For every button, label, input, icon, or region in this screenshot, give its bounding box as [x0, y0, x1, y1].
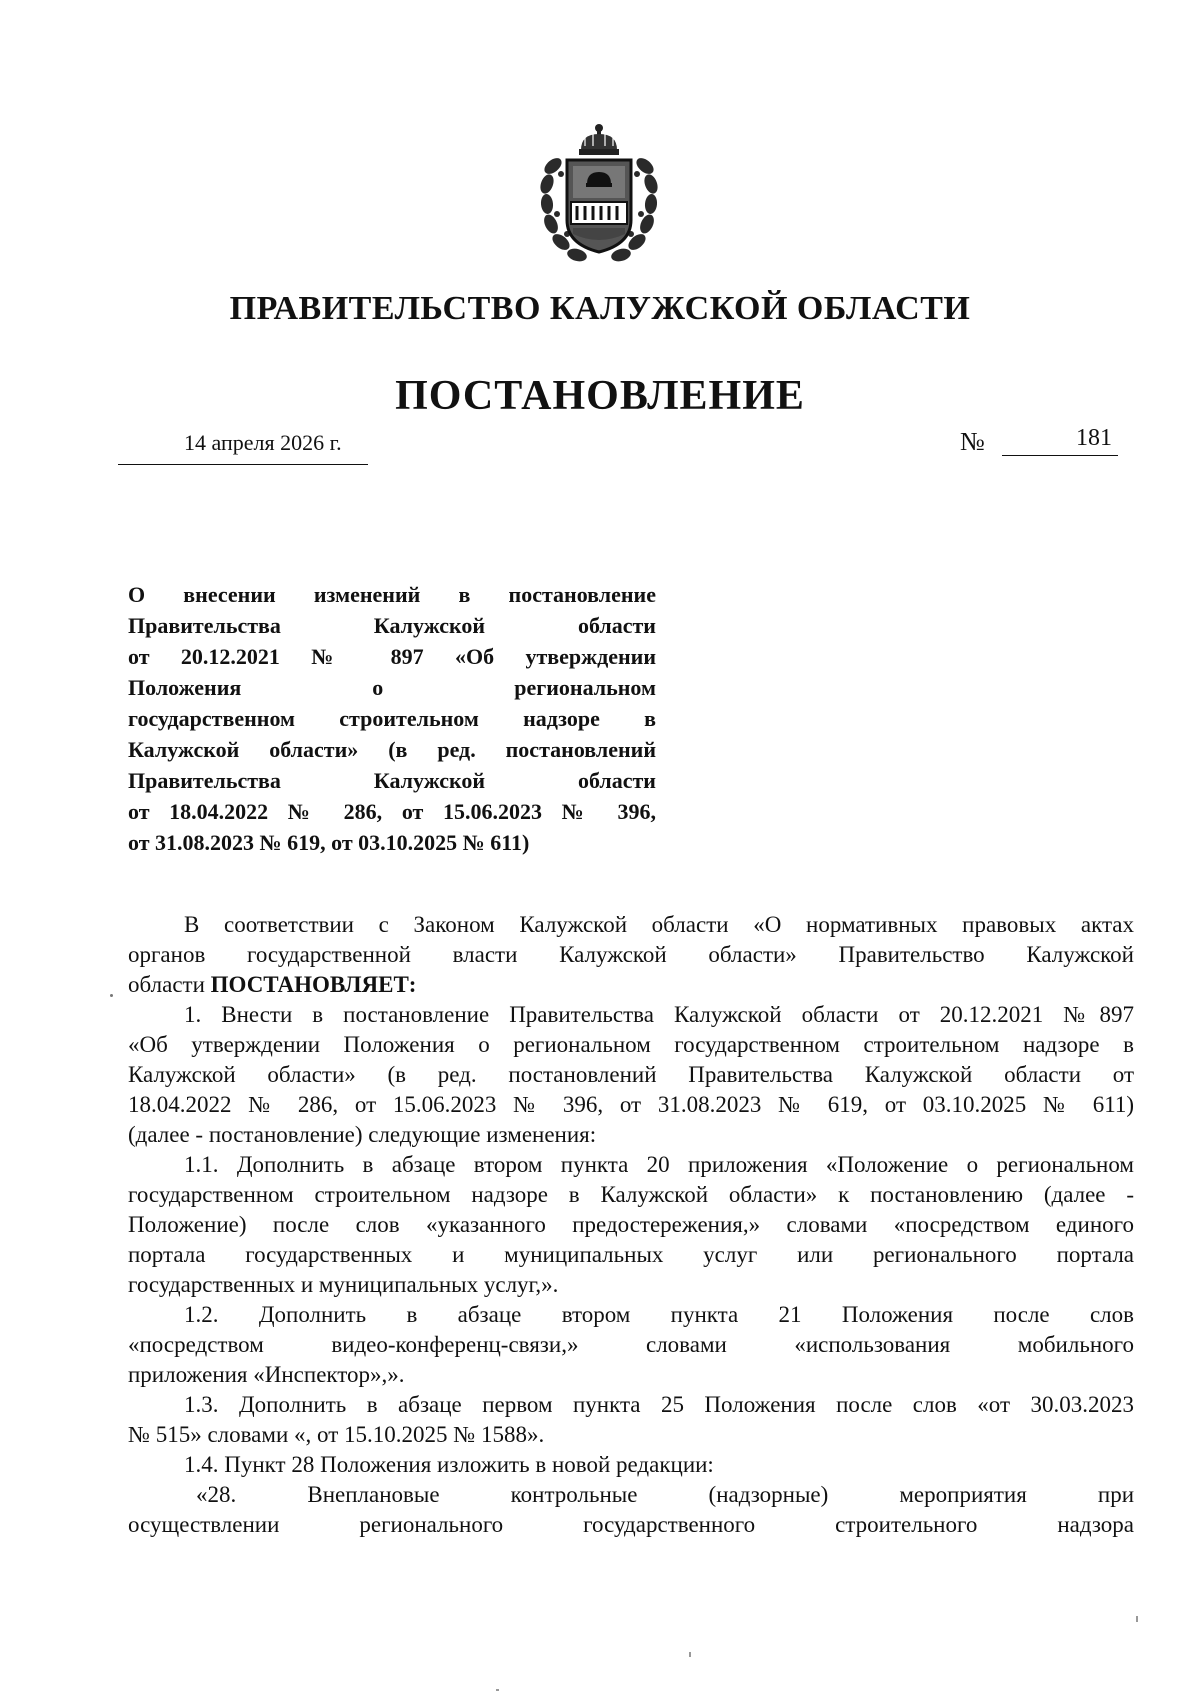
- body-line: «Об утверждении Положения о региональном государственном строительном надзоре в: [128, 1032, 1134, 1057]
- body-line: 1.3. Дополнить в абзаце первом пункта 25 Положения после слов «от 30.03.2023: [184, 1392, 1134, 1417]
- body-line: 1. Внести в постановление Правительства Калужской области от 20.12.2021 №897: [184, 1002, 1134, 1027]
- paragraph-1-1: [128, 1150, 1134, 1300]
- resolution-keyword: ПОСТАНОВЛЯЕТ:: [210, 972, 417, 997]
- number-sign: №: [960, 427, 985, 456]
- body-line: В соответствии с Законом Калужской области «О нормативных правовых актах: [184, 912, 1134, 937]
- subject-line: О внесении изменений в постановление: [128, 582, 656, 607]
- government-title: ПРАВИТЕЛЬСТВО КАЛУЖСКОЙ ОБЛАСТИ: [229, 290, 971, 327]
- body-line: Положение) после слов «указанного предостережения,» словами «посредством единого: [128, 1212, 1134, 1237]
- document-number: 181: [1076, 425, 1112, 451]
- body-line: приложения «Инспектор»,».: [128, 1362, 405, 1387]
- paragraph-1-4: [128, 1450, 1134, 1480]
- preamble: [128, 910, 1134, 1000]
- document-body: [128, 910, 1134, 1540]
- subject-line: от 20.12.2021 № 897 «Об утверждении: [128, 644, 656, 669]
- paragraph-28: [128, 1480, 1134, 1540]
- number-underline: [1002, 425, 1118, 456]
- body-line: «посредством видео-конференц-связи,» словами «использования мобильного: [128, 1332, 1134, 1357]
- body-line: органов государственной власти Калужской области» Правительство Калужской: [128, 942, 1134, 967]
- body-line: «28. Внеплановые контрольные (надзорные) мероприятия при: [196, 1482, 1134, 1507]
- document-date: 14 апреля 2026 г.: [184, 430, 342, 455]
- date-field: [118, 430, 368, 465]
- subject-line: Калужской области» (в ред. постановлений: [128, 737, 656, 762]
- document-type-title: ПОСТАНОВЛЕНИЕ: [395, 373, 805, 419]
- subject-line: государственном строительном надзоре в: [128, 706, 656, 731]
- preamble-prefix: области: [128, 972, 211, 997]
- body-line: 1.4. Пункт 28 Положения изложить в новой редакции:: [184, 1452, 714, 1477]
- body-line: 18.04.2022 № 286, от 15.06.2023 № 396, от 31.08.2023 № 619, от 03.10.2025 № 611): [128, 1092, 1134, 1117]
- document-subject: [128, 579, 656, 858]
- scan-speck: [110, 994, 113, 997]
- scan-speck: [1136, 1616, 1138, 1622]
- kaluga-coat-of-arms-icon: [537, 122, 661, 264]
- subject-line: от 18.04.2022 № 286, от 15.06.2023 № 396,: [128, 799, 656, 824]
- body-line: государственных и муниципальных услуг,».: [128, 1272, 559, 1297]
- crown-icon: [579, 124, 619, 155]
- subject-line: Правительства Калужской области: [128, 768, 656, 793]
- scan-speck: [689, 1652, 691, 1657]
- body-line: [128, 970, 1134, 1000]
- body-line: 1.1. Дополнить в абзаце втором пункта 20 приложения «Положение о региональном: [184, 1152, 1134, 1177]
- paragraph-1: [128, 1000, 1134, 1150]
- scan-speck: [496, 1689, 499, 1691]
- subject-line: от 31.08.2023 № 619, от 03.10.2025 № 611): [128, 830, 530, 855]
- paragraph-1-2: [128, 1300, 1134, 1390]
- body-line: № 515» словами «, от 15.10.2025 № 1588».: [128, 1422, 545, 1447]
- body-line: портала государственных и муниципальных услуг или регионального портала: [128, 1242, 1134, 1267]
- body-line: 1.2. Дополнить в абзаце втором пункта 21 Положения после слов: [184, 1302, 1134, 1327]
- shield-icon: [567, 160, 631, 252]
- body-line: Калужской области» (в ред. постановлений Правительства Калужской области от: [128, 1062, 1134, 1087]
- body-line: государственном строительном надзоре в Калужской области» к постановлению (далее -: [128, 1182, 1134, 1207]
- paragraph-1-3: [128, 1390, 1134, 1450]
- body-line: (далее - постановление) следующие изменения:: [128, 1122, 597, 1147]
- document-number-field: [960, 425, 1120, 463]
- subject-line: Положения о региональном: [128, 675, 656, 700]
- body-line: осуществлении регионального государственного строительного надзора: [128, 1512, 1134, 1537]
- subject-line: Правительства Калужской области: [128, 613, 656, 638]
